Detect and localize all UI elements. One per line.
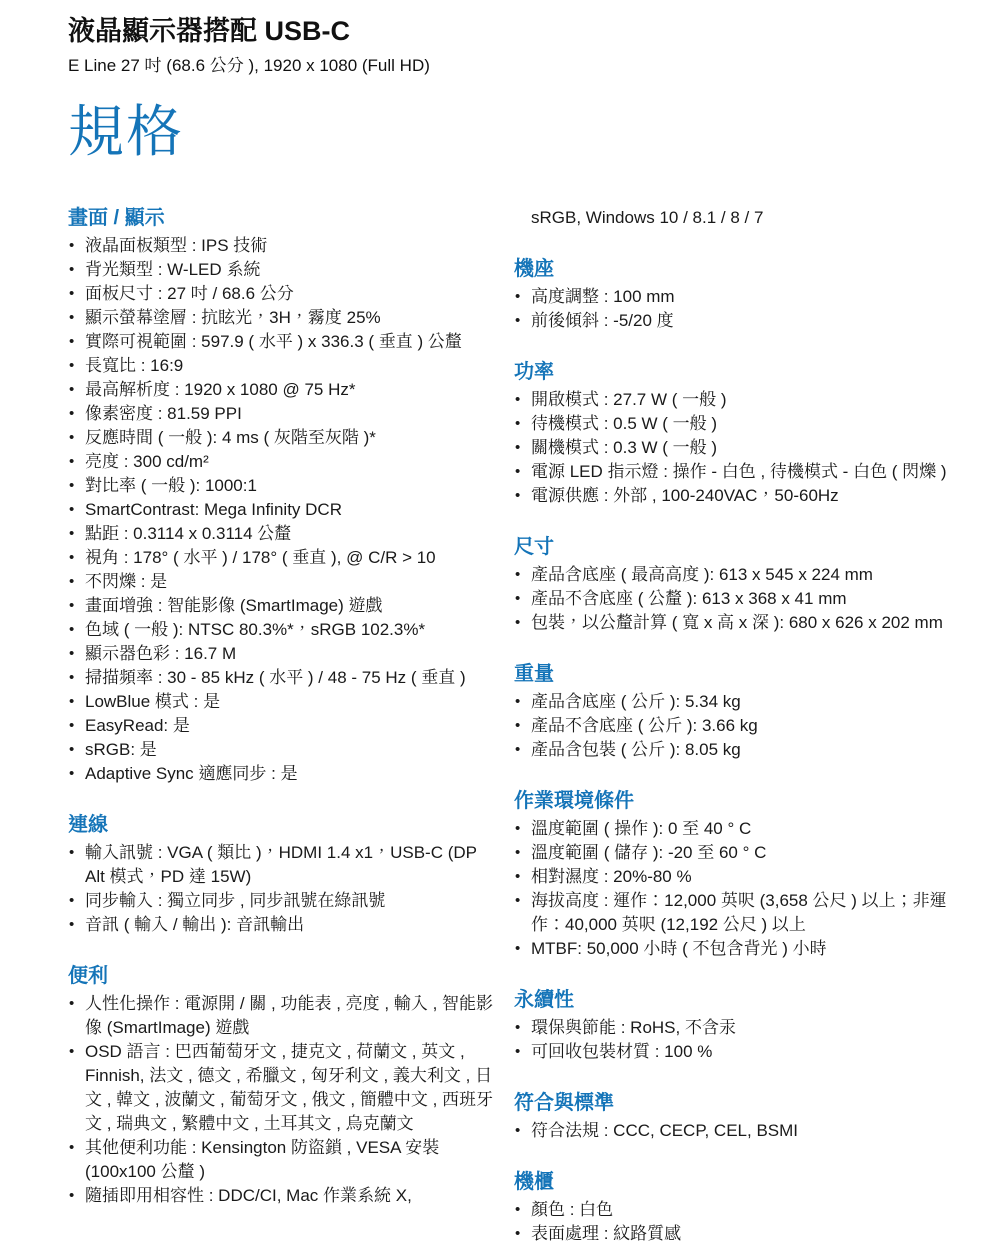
spec-list [514, 690, 970, 762]
spec-item: • SmartContrast: Mega Infinity DCR [68, 498, 496, 522]
spec-section [514, 360, 970, 508]
spec-section [514, 789, 970, 961]
section-heading: 永續性 [514, 989, 574, 1012]
spec-item: • 海拔高度 : 運作：12,000 英呎 (3,658 公尺 ) 以上；非運作：40,000 英呎 (12,192 公尺 ) 以上 [514, 889, 970, 937]
spec-item: • LowBlue 模式 : 是 [68, 690, 496, 714]
section-heading: 功率 [514, 361, 554, 384]
spec-item: • 開啟模式 : 27.7 W ( 一般 ) [514, 388, 970, 412]
spec-item: • 掃描頻率 : 30 - 85 kHz ( 水平 ) / 48 - 75 Hz ( 垂直 ) [68, 666, 496, 690]
section-heading: 重量 [514, 663, 554, 686]
spec-section [514, 1170, 970, 1246]
spec-item: • 溫度範圍 ( 操作 ): 0 至 40 ° C [514, 817, 970, 841]
spec-list [68, 841, 496, 937]
spec-item: • 背光類型 : W-LED 系統 [68, 258, 496, 282]
spec-item: • 亮度 : 300 cd/m² [68, 450, 496, 474]
section-heading: 作業環境條件 [514, 790, 634, 813]
spec-item: • 待機模式 : 0.5 W ( 一般 ) [514, 412, 970, 436]
spec-item: • 相對濕度 : 20%-80 % [514, 865, 970, 889]
spec-item: • 同步輸入 : 獨立同步 , 同步訊號在綠訊號 [68, 889, 496, 913]
spec-item: • 實際可視範圍 : 597.9 ( 水平 ) x 336.3 ( 垂直 ) 公釐 [68, 330, 496, 354]
spec-item: • 隨插即用相容性 : DDC/CI, Mac 作業系統 X, [68, 1184, 496, 1208]
spec-item: • 符合法規 : CCC, CECP, CEL, BSMI [514, 1119, 970, 1143]
spec-item: • 音訊 ( 輸入 / 輸出 ): 音訊輸出 [68, 913, 496, 937]
spec-item: • 溫度範圍 ( 儲存 ): -20 至 60 ° C [514, 841, 970, 865]
spec-list [514, 388, 970, 508]
spec-item: • 色域 ( 一般 ): NTSC 80.3%*，sRGB 102.3%* [68, 618, 496, 642]
section-heading: 連線 [68, 814, 108, 837]
spec-section [514, 1091, 970, 1143]
spec-item: • 產品含底座 ( 最高高度 ): 613 x 545 x 224 mm [514, 563, 970, 587]
product-subtitle: E Line 27 吋 (68.6 公分 ), 1920 x 1080 (Full HD) [68, 56, 430, 76]
spec-item: • 畫面增強 : 智能影像 (SmartImage) 遊戲 [68, 594, 496, 618]
spec-item: • 最高解析度 : 1920 x 1080 @ 75 Hz* [68, 378, 496, 402]
spec-item: • 顯示器色彩 : 16.7 M [68, 642, 496, 666]
spec-item: • 點距 : 0.3114 x 0.3114 公釐 [68, 522, 496, 546]
spec-list [68, 992, 496, 1208]
product-title: 液晶顯示器搭配 USB-C [68, 16, 350, 46]
spec-columns [68, 206, 970, 1246]
right-column [514, 206, 970, 1246]
spec-item: • 產品含底座 ( 公斤 ): 5.34 kg [514, 690, 970, 714]
spec-item: • 產品含包裝 ( 公斤 ): 8.05 kg [514, 738, 970, 762]
spec-item: • 長寬比 : 16:9 [68, 354, 496, 378]
spec-item: • 像素密度 : 81.59 PPI [68, 402, 496, 426]
spec-item: • 電源 LED 指示燈 : 操作 - 白色 , 待機模式 - 白色 ( 閃爍 ) [514, 460, 970, 484]
spec-section [514, 662, 970, 762]
page-heading: 規格 [68, 100, 184, 164]
spec-item: • EasyRead: 是 [68, 714, 496, 738]
page-header [68, 16, 970, 164]
spec-item: • 面板尺寸 : 27 吋 / 68.6 公分 [68, 282, 496, 306]
spec-item: • 輸入訊號 : VGA ( 類比 )，HDMI 1.4 x1，USB-C (DP Alt 模式，PD 達 15W) [68, 841, 496, 889]
spec-list [514, 1016, 970, 1064]
spec-item: • 前後傾斜 : -5/20 度 [514, 309, 970, 333]
spec-item: • 表面處理 : 紋路質感 [514, 1222, 970, 1246]
spec-item: • 高度調整 : 100 mm [514, 285, 970, 309]
spec-list [514, 817, 970, 961]
spec-section [514, 988, 970, 1064]
spec-section [68, 813, 496, 937]
section-heading: 畫面 / 顯示 [68, 207, 165, 230]
spec-list [514, 1198, 970, 1246]
spec-item: • 環保與節能 : RoHS, 不含汞 [514, 1016, 970, 1040]
spec-item: • 產品不含底座 ( 公斤 ): 3.66 kg [514, 714, 970, 738]
spec-item: • 人性化操作 : 電源開 / 關 , 功能表 , 亮度 , 輸入 , 智能影像 (SmartImage) 遊戲 [68, 992, 496, 1040]
spec-item: • MTBF: 50,000 小時 ( 不包含背光 ) 小時 [514, 937, 970, 961]
section-heading: 機座 [514, 258, 554, 281]
spec-section [68, 964, 496, 1208]
spec-item: • 產品不含底座 ( 公釐 ): 613 x 368 x 41 mm [514, 587, 970, 611]
spec-item: • 不閃爍 : 是 [68, 570, 496, 594]
spec-item: • 關機模式 : 0.3 W ( 一般 ) [514, 436, 970, 460]
spec-list [514, 563, 970, 635]
spec-item: • OSD 語言 : 巴西葡萄牙文 , 捷克文 , 荷蘭文 , 英文 , Finnish, 法文 , 德文 , 希臘文 , 匈牙利文 , 義大利文 , 日文 , 韓文 , 波蘭文 , 葡萄牙文 , 俄文 , 簡體中文 , 西班牙文 , 瑞典文 , 繁體中文 , 土耳其文 , 烏克蘭文 [68, 1040, 496, 1136]
section-heading: 符合與標準 [514, 1092, 614, 1115]
spec-item: • 其他便利功能 : Kensington 防盜鎖 , VESA 安裝 (100x100 公釐 ) [68, 1136, 496, 1184]
spec-item: • 包裝，以公釐計算 ( 寬 x 高 x 深 ): 680 x 626 x 202 mm [514, 611, 970, 635]
spec-item: • 反應時間 ( 一般 ): 4 ms ( 灰階至灰階 )* [68, 426, 496, 450]
spec-list [514, 1119, 970, 1143]
section-heading: 機櫃 [514, 1171, 554, 1194]
left-column [68, 206, 514, 1246]
section-heading: 尺寸 [514, 536, 554, 559]
spec-item: • 顯示螢幕塗層 : 抗眩光，3H，霧度 25% [68, 306, 496, 330]
continuation-line: sRGB, Windows 10 / 8.1 / 8 / 7 [531, 208, 764, 228]
spec-item: • Adaptive Sync 適應同步 : 是 [68, 762, 496, 786]
spec-item: • 可回收包裝材質 : 100 % [514, 1040, 970, 1064]
spec-section [514, 535, 970, 635]
section-heading: 便利 [68, 965, 108, 988]
spec-section [514, 257, 970, 333]
spec-section [68, 206, 496, 786]
spec-item: • 對比率 ( 一般 ): 1000:1 [68, 474, 496, 498]
spec-item: • 顏色 : 白色 [514, 1198, 970, 1222]
spec-list [514, 285, 970, 333]
spec-item: • 電源供應 : 外部 , 100-240VAC，50-60Hz [514, 484, 970, 508]
spec-item: • 液晶面板類型 : IPS 技術 [68, 234, 496, 258]
spec-item: • 視角 : 178° ( 水平 ) / 178° ( 垂直 ), @ C/R > 10 [68, 546, 496, 570]
spec-item: • sRGB: 是 [68, 738, 496, 762]
spec-list [68, 234, 496, 786]
